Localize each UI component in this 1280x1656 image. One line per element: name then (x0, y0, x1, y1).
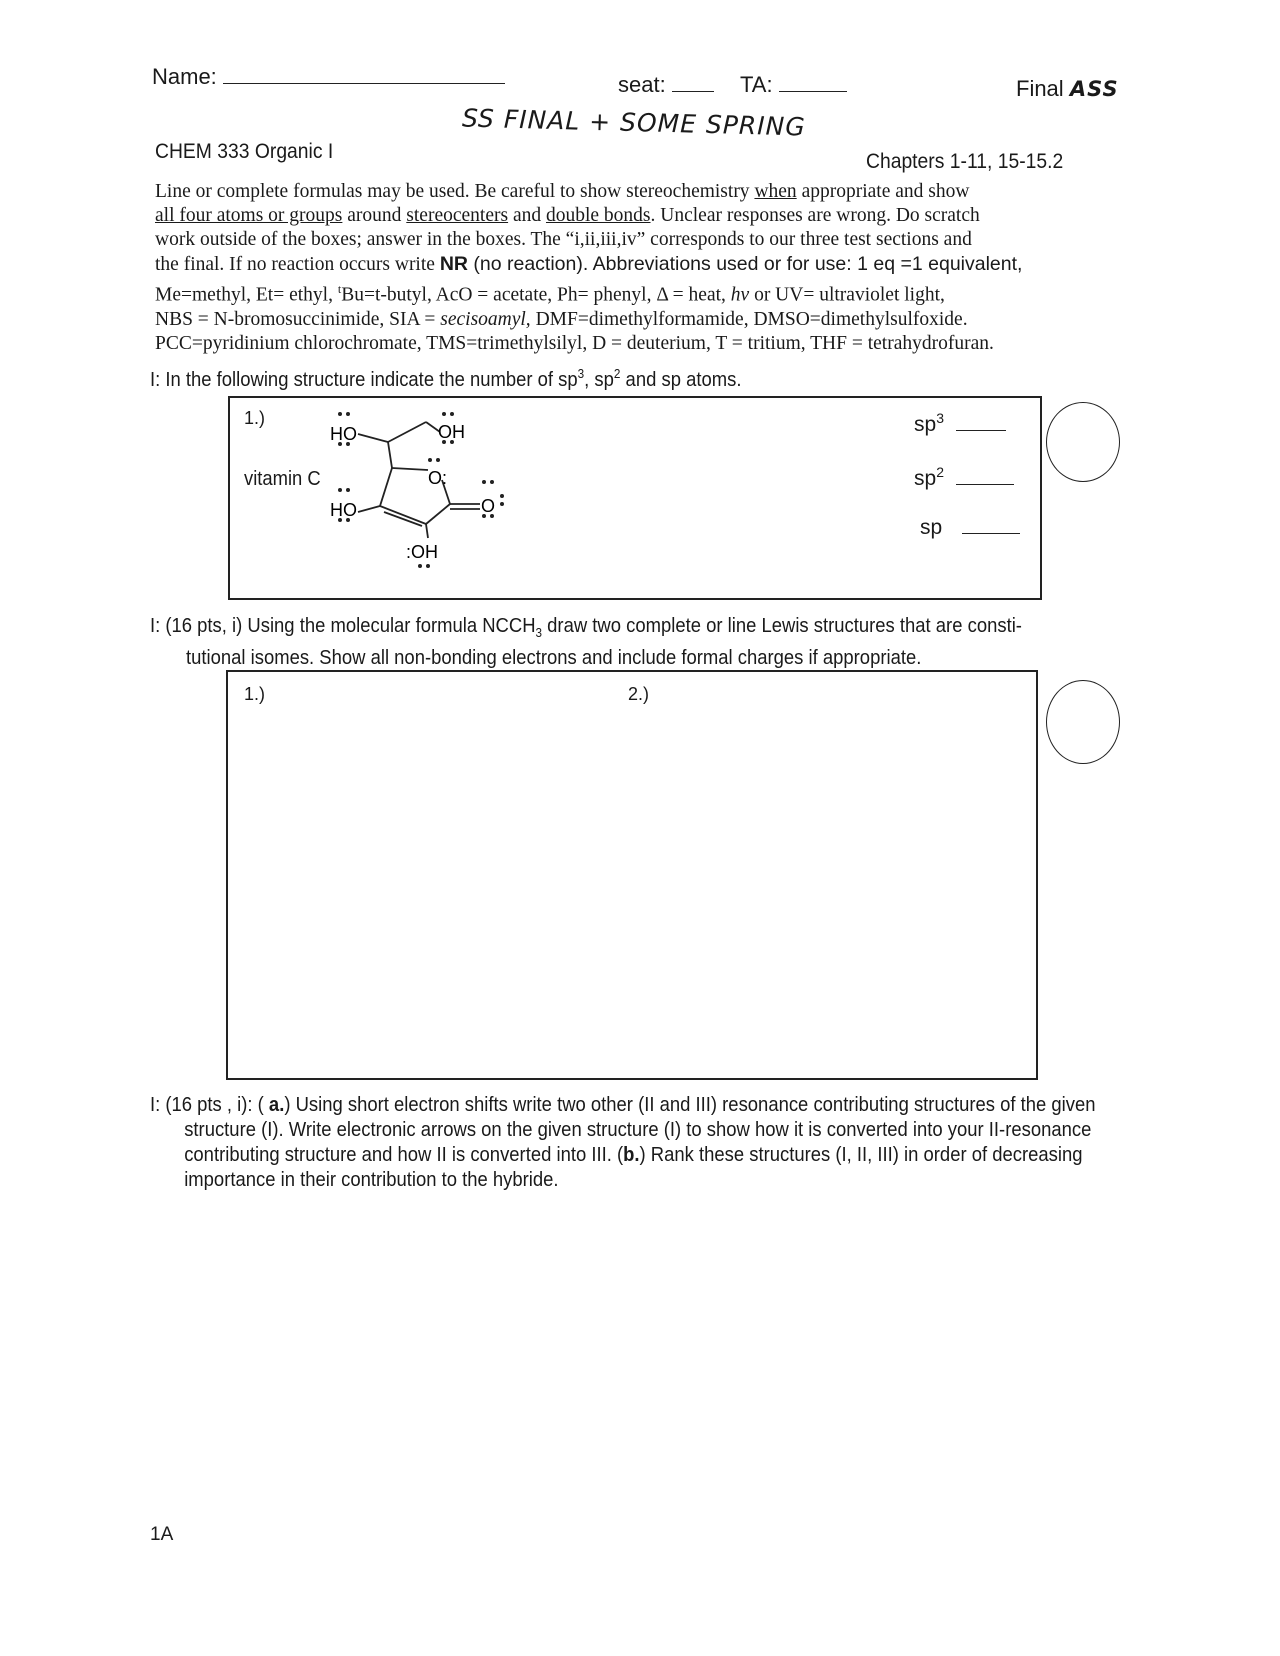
q2-prompt-line-1: I: (16 pts, i) Using the molecular formula $NCCH_3$ draw two complete or line Lewis structures that are consti- (150, 614, 1022, 641)
instructions-line-1: Line or complete formulas may be used. Be careful to show stereochemistry when appropriate and show (155, 181, 970, 202)
q3-prompt (150, 1092, 1095, 1192)
q3-prompt-line-1: I: (16 pts , i): ( a.) Using short electron shifts write two other (II and III) resonance contributing structures of the given (150, 1093, 1096, 1116)
sp2-blank[interactable] (956, 484, 1014, 485)
q1-item-number: 1.) (244, 408, 266, 428)
vitamin-c-structure (230, 398, 830, 598)
handwritten-note: SS FINAL + SOME SPRING (461, 103, 807, 142)
instructions-line-7: PCC=pyridinium chlorochromate, TMS=trimethylsilyl, D = deuterium, T = tritium, THF = tetrahydrofuran. (155, 332, 994, 354)
q2-prompt (150, 613, 1022, 670)
course-title: CHEM 333 Organic I (155, 140, 334, 163)
q2-answer-box[interactable] (226, 670, 1038, 1080)
q1-answer-box[interactable] (228, 396, 1042, 600)
seat-blank[interactable] (672, 91, 714, 92)
sp-blank[interactable] (962, 533, 1020, 534)
seat-label: seat: (618, 72, 666, 97)
name-blank[interactable] (223, 83, 505, 84)
q3-prompt-line-4: importance in their contribution to the hybride. (184, 1168, 559, 1191)
sp3-blank[interactable] (956, 430, 1006, 431)
ta-blank[interactable] (779, 91, 847, 92)
final-code (1016, 76, 1119, 102)
q3-prompt-line-2: structure (I). Write electronic arrows on the given structure (I) to show how it is converted into your II-resonance (184, 1118, 1092, 1141)
sp-label: sp (920, 516, 943, 539)
atom-ho-left: HO (330, 500, 357, 520)
name-field (152, 64, 505, 90)
sp-field (920, 516, 1020, 540)
q2-item-2: 2.) (628, 684, 650, 704)
sp3-field (914, 410, 1006, 437)
final-code-handwritten: ASS (1069, 77, 1119, 101)
sp3-label: $sp^3$ (914, 410, 944, 436)
q2-score-circle (1046, 680, 1120, 764)
ta-field (740, 72, 847, 98)
page-id: 1A (150, 1524, 174, 1545)
instructions-line-5: Me=methyl, Et= ethyl, $^t$Bu=t-butyl, AcO = acetate, Ph= phenyl, Δ = heat, hν or UV= ultraviolet light, (155, 282, 945, 306)
atom-oh-top: OH (438, 422, 465, 442)
final-prefix: Final (1016, 76, 1064, 101)
instructions-line-3: work outside of the boxes; answer in the boxes. The “i,ii,iii,iv” corresponds to our three test sections and (155, 229, 972, 250)
instructions-line-6: NBS = N-bromosuccinimide, SIA = secisoamyl, DMF=dimethylformamide, DMSO=dimethylsulfoxide. (155, 308, 968, 330)
instructions-line-2: all four atoms or groups around stereocenters and double bonds. Unclear responses are wrong. Do scratch (155, 205, 980, 226)
atom-carbonyl-o: O (481, 496, 496, 516)
name-label: Name: (152, 64, 217, 89)
molecule-name: vitamin C (244, 468, 321, 490)
q1-score-circle (1046, 402, 1120, 482)
seat-field (618, 72, 714, 98)
ta-label: TA: (740, 72, 773, 97)
q2-prompt-line-2: tutional isomes. Show all non-bonding electrons and include formal charges if appropriate. (186, 646, 922, 670)
q1-prompt: I: In the following structure indicate the number of $sp^3$, $sp^2$ and sp atoms. (150, 366, 742, 391)
instructions (155, 180, 1155, 356)
atom-ring-o: O: (428, 468, 448, 488)
sp2-label: $sp^2$ (914, 464, 944, 490)
sp2-field (914, 464, 1014, 491)
atom-oh-bottom: :OH (406, 542, 439, 562)
q3-prompt-line-3: contributing structure and how II is converted into III. (b.) Rank these structures (I, II, III) in order of decreasing (184, 1143, 1083, 1166)
atom-ho-top: HO (330, 424, 357, 444)
q2-item-1: 1.) (244, 684, 266, 704)
chapters: Chapters 1-11, 15-15.2 (866, 150, 1064, 173)
instructions-line-4: the final. If no reaction occurs write NR (no reaction). Abbreviations used or for use: 1 eq =1 equivalent, (155, 253, 1023, 275)
